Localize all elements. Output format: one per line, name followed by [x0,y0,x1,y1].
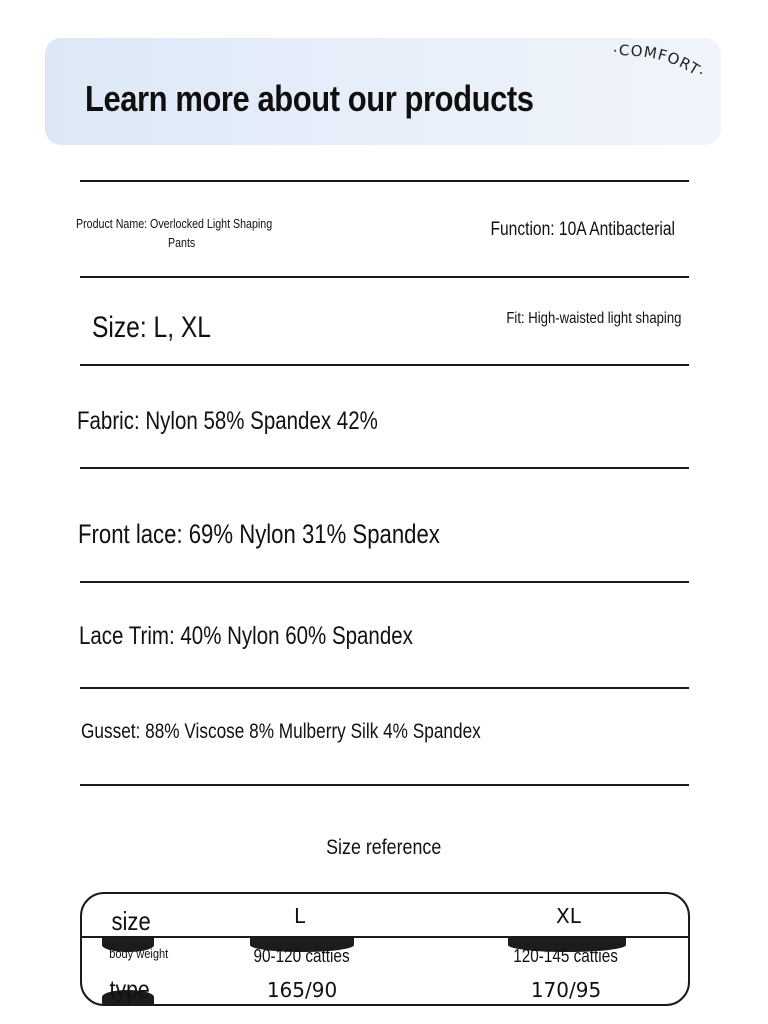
divider [80,180,689,182]
gusset-text: Gusset: 88% Viscose 8% Mulberry Silk 4% Spandex [81,720,481,743]
body-weight-label: body weight [109,946,169,961]
divider [80,467,689,469]
size-text: Size: L, XL [92,311,211,344]
header-banner [45,38,721,145]
weight-xl: 120-145 catties [513,946,619,966]
fabric-text: Fabric: Nylon 58% Spandex 42% [77,407,378,435]
type-l: 165/90 [266,978,338,1002]
type-label: type [109,976,150,1004]
page-title: Learn more about our products [85,78,534,119]
weight-l: 90-120 catties [253,946,351,966]
divider [80,581,689,583]
svg-text:·COMFORT· [612,42,709,83]
size-reference-title: Size reference [326,836,442,859]
function-text: Function: 10A Antibacterial [490,219,675,240]
divider [80,687,689,689]
size-header-label: size [111,906,151,936]
divider [80,276,689,278]
size-xl: XL [556,904,581,928]
size-l: L [294,904,306,928]
divider [80,784,689,786]
lace-trim-text: Lace Trim: 40% Nylon 60% Spandex [79,622,413,650]
comfort-badge [605,38,721,108]
type-xl: 170/95 [530,978,602,1002]
front-lace-text: Front lace: 69% Nylon 31% Spandex [78,519,440,549]
product-name-line1: Product Name: Overlocked Light Shaping [76,216,273,231]
size-reference-table [80,892,690,1006]
fit-text: Fit: High-waisted light shaping [505,310,681,327]
comfort-badge-text: ·COMFORT· [612,41,709,83]
divider [80,364,689,366]
product-name-line2: Pants [168,235,196,250]
